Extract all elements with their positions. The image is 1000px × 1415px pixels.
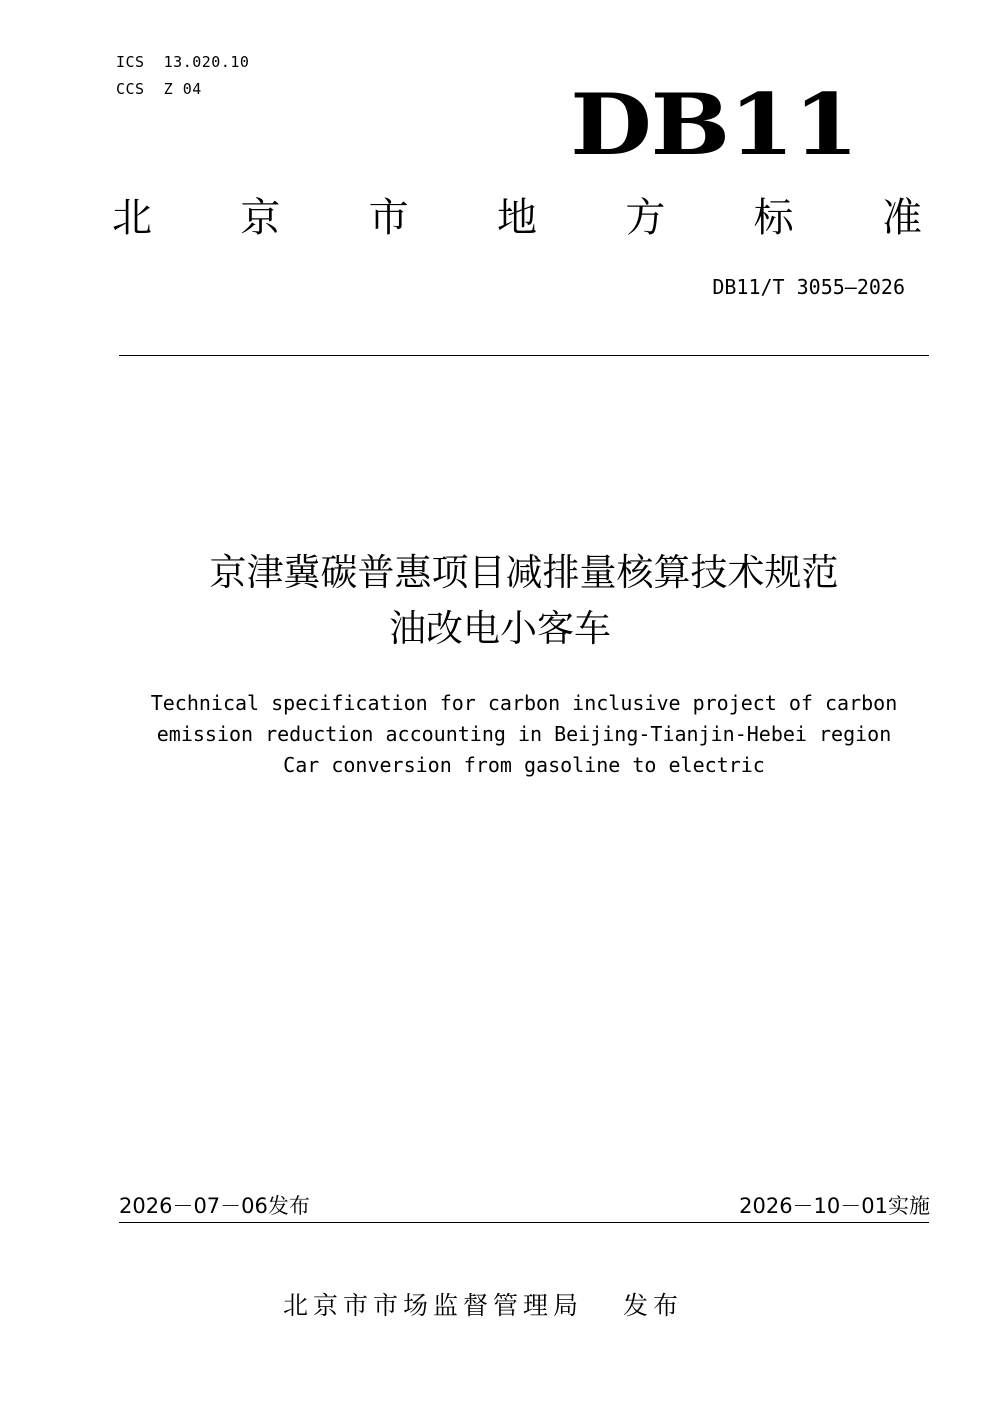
standard-number: DB11/T 3055—2026	[712, 275, 905, 299]
standard-type-char: 准	[881, 195, 922, 241]
classification-codes	[116, 49, 249, 103]
issuer-name: 北京市市场监督管理局	[283, 1291, 584, 1320]
issue-date: 2026－07－06发布	[119, 1194, 310, 1218]
title-chinese-line-2: 油改电小客车	[389, 607, 611, 650]
issuing-authority	[283, 1289, 683, 1323]
title-english-line-1: Technical specification for carbon inclusive project of carbon	[150, 691, 898, 715]
standard-type-char: 地	[496, 195, 537, 241]
title-chinese-line-1: 京津冀碳普惠项目减排量核算技术规范	[209, 551, 839, 594]
standard-type-char: 标	[753, 195, 794, 241]
standard-type-char: 北	[112, 195, 152, 241]
issuer-action: 发布	[623, 1291, 684, 1320]
ccs-code: CCS Z 04	[116, 80, 202, 98]
bottom-divider	[119, 1222, 929, 1223]
implementation-date: 2026－10－01实施	[739, 1194, 930, 1218]
standard-type-char: 市	[368, 195, 409, 241]
standard-type-char: 方	[625, 195, 666, 241]
standard-mark: DB11	[570, 75, 858, 174]
standard-type-heading	[112, 190, 922, 246]
ics-code: ICS 13.020.10	[116, 53, 250, 71]
title-english-line-2: emission reduction accounting in Beijing-Tianjin-Hebei region	[156, 722, 892, 746]
standard-type-char: 京	[240, 195, 281, 241]
title-english-line-3: Car conversion from gasoline to electric	[283, 753, 765, 777]
title-english	[0, 688, 1000, 781]
top-divider	[119, 355, 929, 356]
